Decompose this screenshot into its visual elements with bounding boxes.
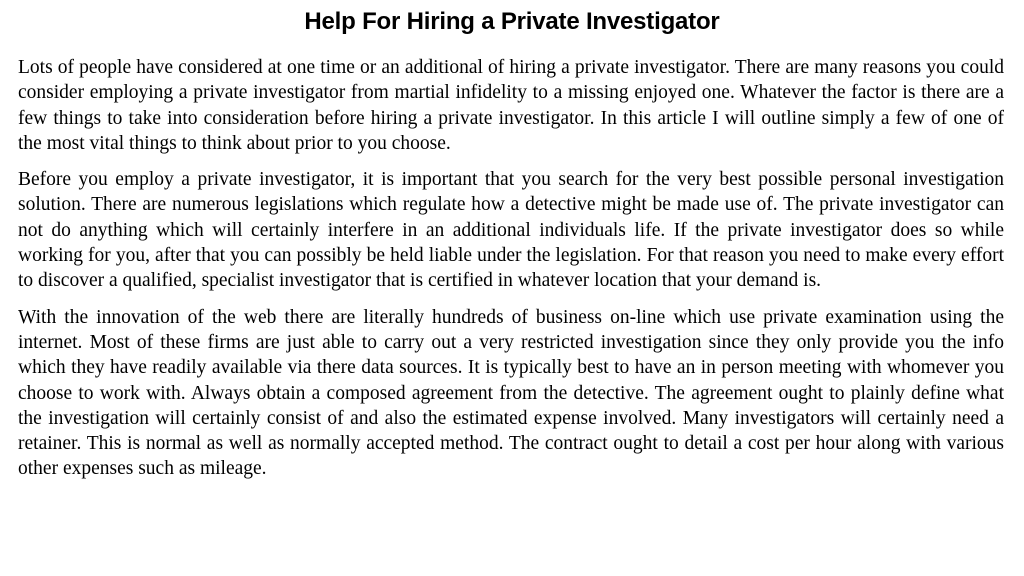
paragraph-1: Lots of people have considered at one time or an additional of hiring a private investigator. There are many reasons you could consider employing a private investigator from martial infidelity to a missing enjoyed one. Whatever the factor is there are a few things to take into consideration before hiring a private investigator. In this article I will outline simply a few of one of the most vital things to think about prior to you choose. xyxy=(18,57,1004,154)
paragraph-3: With the innovation of the web there are literally hundreds of business on-line which use private examination using the internet. Most of these firms are just able to carry out a very restricted investigation since they only provide you the info which they have readily available via there data sources. It is typically best to have an in person meeting with whomever you choose to work with. Always obtain a composed agreement from the detective. The agreement ought to plainly define what the investigation will certainly consist of and also the estimated expense involved. Many investigators will certainly need a retainer. This is normal as well as normally accepted method. The contract ought to detail a cost per hour along with various other expenses such as mileage. xyxy=(18,306,1004,480)
article-body xyxy=(18,55,1004,493)
page-title: Help For Hiring a Private Investigator xyxy=(304,8,720,35)
paragraph-2: Before you employ a private investigator, it is important that you search for the very best possible personal investigation solution. There are numerous legislations which regulate how a detective might be made use of. The private investigator can not do anything which will certainly interfere in an additional individuals life. If the private investigator does so while working for you, after that you can possibly be held liable under the legislation. For that reason you need to make every effort to discover a qualified, specialist investigator that is certified in whatever location that your demand is. xyxy=(18,169,1004,292)
